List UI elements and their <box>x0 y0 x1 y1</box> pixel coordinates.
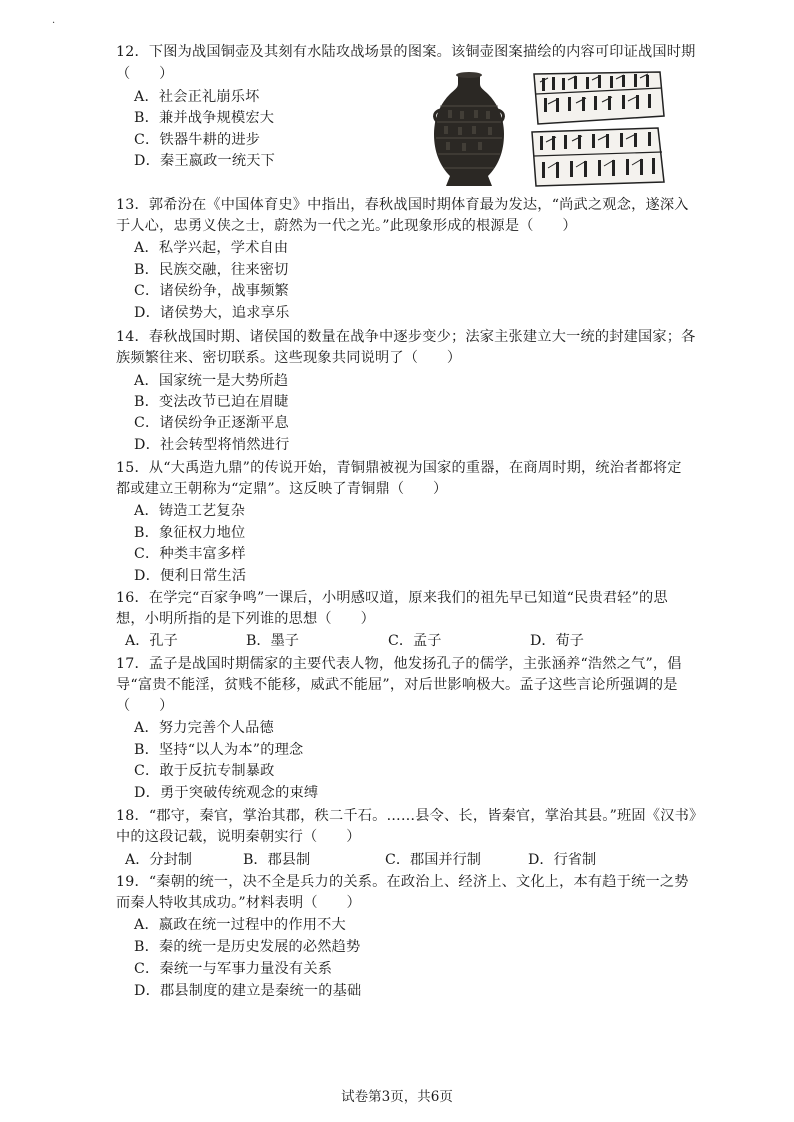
q15-option-a: A．铸造工艺复杂 <box>134 503 246 519</box>
q14-stem-line-2: 族频繁往来、密切联系。这些现象共同说明了（ ） <box>116 350 462 366</box>
q17-option-a: A．努力完善个人品德 <box>134 720 274 736</box>
q16-option-a: A．孔子 <box>125 633 178 649</box>
q14-option-b: B．变法改节已迫在眉睫 <box>134 394 289 410</box>
q13-option-d: D．诸侯势大，追求享乐 <box>134 305 290 321</box>
q14-option-a: A．国家统一是大势所趋 <box>134 373 289 389</box>
scan-speck: · <box>52 18 56 29</box>
q15-stem-line-1: 15．从“大禹造九鼎”的传说开始，青铜鼎被视为国家的重器，在商周时期，统治者都将定 <box>116 460 682 476</box>
q12-option-b: B．兼并战争规模宏大 <box>134 110 275 126</box>
q18-option-b: B．郡县制 <box>243 852 311 868</box>
q12-option-a: A．社会正礼崩乐坏 <box>134 89 260 105</box>
q12-stem-line-1: 12．下图为战国铜壶及其刻有水陆攻战场景的图案。该铜壶图案描绘的内容可印证战国时期 <box>116 44 696 60</box>
q12-option-c: C．铁器牛耕的进步 <box>134 132 261 148</box>
q19-option-a: A．嬴政在统一过程中的作用不大 <box>134 917 346 933</box>
q17-stem-line-1: 17．孟子是战国时期儒家的主要代表人物，他发扬孔子的儒学，主张涵养“浩然之气”，倡 <box>116 656 682 672</box>
q19-option-d: D．郡县制度的建立是秦统一的基础 <box>134 983 362 999</box>
q19-stem-line-1: 19．“秦朝的统一，决不全是兵力的关系。在政治上、经济上、文化上，本有趋于统一之势 <box>116 874 689 890</box>
q14-option-d: D．社会转型将悄然进行 <box>134 437 290 453</box>
q17-stem-line-3: （ ） <box>116 698 174 714</box>
q13-stem-line-1: 13．郭希汾在《中国体育史》中指出，春秋战国时期体育最为发达，“尚武之观念，遂深入 <box>116 197 689 213</box>
q15-option-d: D．便利日常生活 <box>134 568 247 584</box>
q12-stem-line-2: （ ） <box>116 66 174 82</box>
q18-stem-line-2: 中的这段记载，说明秦朝实行（ ） <box>116 829 361 845</box>
q18-option-c: C．郡国并行制 <box>385 852 481 868</box>
q17-stem-line-2: 导“富贵不能淫，贫贱不能移，威武不能屈”，对后世影响极大。孟子这些言论所强调的是 <box>116 677 678 693</box>
bronze-pot-image <box>428 70 510 188</box>
q15-option-c: C．种类丰富多样 <box>134 546 246 562</box>
q17-option-c: C．敢于反抗专制暴政 <box>134 763 275 779</box>
q18-option-a: A．分封制 <box>125 852 192 868</box>
page-footer: 试卷第3页，共6页 <box>341 1089 453 1105</box>
q13-option-b: B．民族交融，往来密切 <box>134 262 289 278</box>
q18-stem-line-1: 18．“郡守，秦官，掌治其郡，秩二千石。……县令、长，皆秦官，掌治其县。”班固《汉书》 <box>116 808 704 824</box>
q17-option-b: B．坚持“以人为本”的理念 <box>134 742 304 758</box>
q13-stem-line-2: 于人心，忠勇义侠之士，蔚然为一代之光。”此现象形成的根源是（ ） <box>116 218 577 234</box>
q19-option-c: C．秦统一与军事力量没有关系 <box>134 961 333 977</box>
q19-stem-line-2: 而秦人特收其成功。”材料表明（ ） <box>116 895 361 911</box>
q18-option-d: D．行省制 <box>528 852 597 868</box>
battle-pattern-image <box>528 70 668 188</box>
q16-option-c: C．孟子 <box>388 633 442 649</box>
q16-stem-line-1: 16．在学完“百家争鸣”一课后，小明感叹道，原来我们的祖先早已知道“民贵君轻”的思 <box>116 590 668 606</box>
q12-option-d: D．秦王嬴政一统天下 <box>134 153 276 169</box>
q14-stem-line-1: 14．春秋战国时期、诸侯国的数量在战争中逐步变少；法家主张建立大一统的封建国家；各 <box>116 329 696 345</box>
q13-option-c: C．诸侯纷争，战事频繁 <box>134 283 289 299</box>
q16-option-b: B．墨子 <box>246 633 299 649</box>
q16-stem-line-2: 想，小明所指的是下列谁的思想（ ） <box>116 611 375 627</box>
q13-option-a: A．私学兴起，学术自由 <box>134 240 289 256</box>
q19-option-b: B．秦的统一是历史发展的必然趋势 <box>134 939 361 955</box>
q17-option-d: D．勇于突破传统观念的束缚 <box>134 785 319 801</box>
q16-option-d: D．荀子 <box>530 633 584 649</box>
q15-stem-line-2: 都或建立王朝称为“定鼎”。这反映了青铜鼎（ ） <box>116 481 448 497</box>
q15-option-b: B．象征权力地位 <box>134 525 246 541</box>
q14-option-c: C．诸侯纷争正逐渐平息 <box>134 415 289 431</box>
